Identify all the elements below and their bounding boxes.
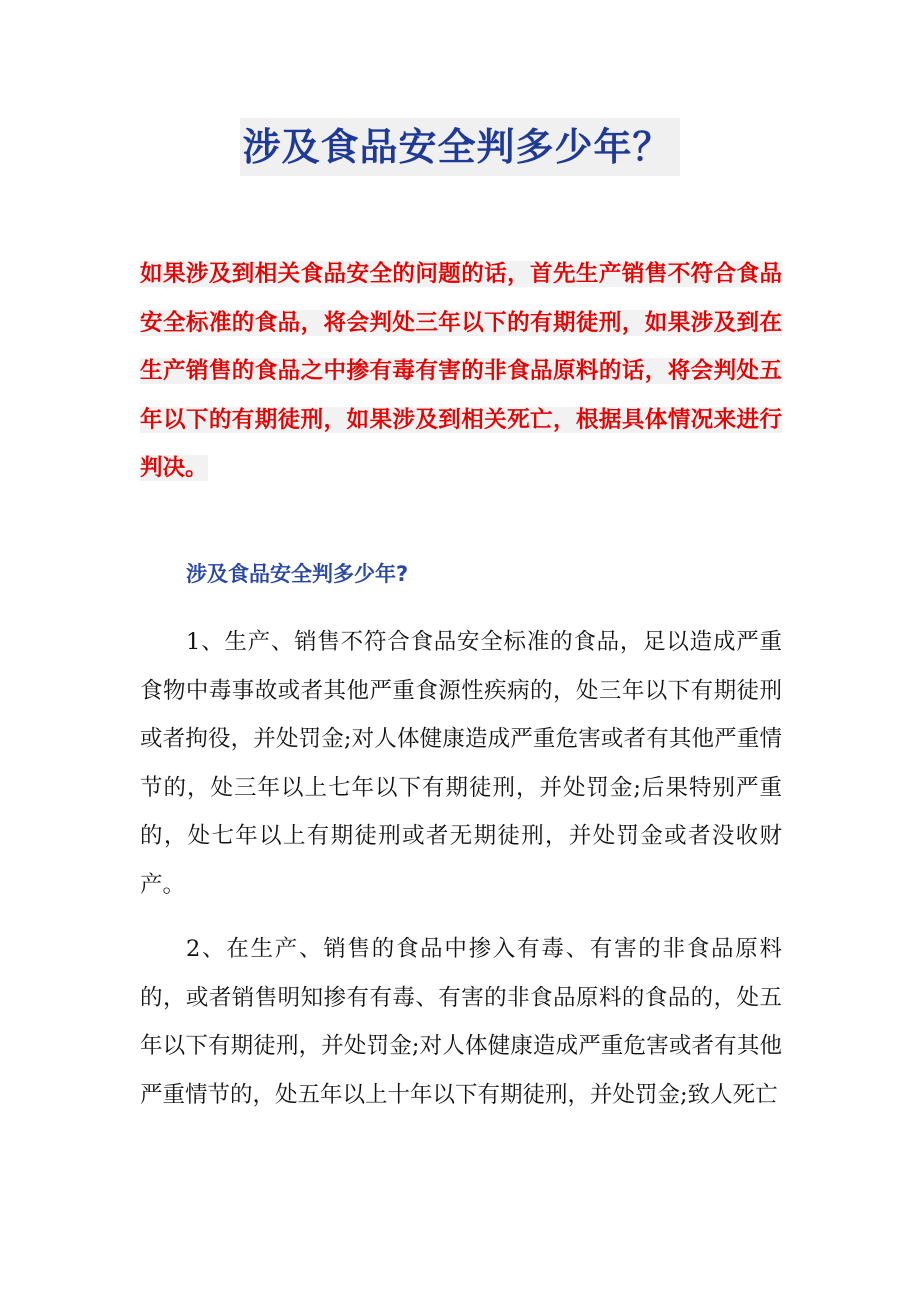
- body-paragraph-2: 2、在生产、销售的食品中掺入有毒、有害的非食品原料的，或者销售明知掺有有毒、有害的非食品原料的食品的，处五年以下有期徒刑，并处罚金;对人体健康造成严重危害或者有其他严重情节的，处五年以上十年以下有期徒刑，并处罚金;致人死亡: [140, 936, 782, 1108]
- title-container: [0, 118, 920, 176]
- summary-paragraph: [140, 250, 782, 493]
- page-title: 涉及食品安全判多少年？: [240, 118, 679, 176]
- body-paragraph-1: 1、生产、销售不符合食品安全标准的食品，足以造成严重食物中毒事故或者其他严重食源性疾病的，处三年以下有期徒刑或者拘役，并处罚金;对人体健康造成严重危害或者有其他严重情节的，处三年以上七年以下有期徒刑，并处罚金;后果特别严重的，处七年以上有期徒刑或者无期徒刑，并处罚金或者没收财产。: [140, 629, 782, 898]
- summary-text: 如果涉及到相关食品安全的问题的话，首先生产销售不符合食品安全标准的食品，将会判处三年以下的有期徒刑，如果涉及到在生产销售的食品之中掺有毒有害的非食品原料的话，将会判处五年以下的有期徒刑，如果涉及到相关死亡，根据具体情况来进行判决。: [140, 261, 782, 481]
- section-heading: 涉及食品安全判多少年?: [186, 562, 409, 586]
